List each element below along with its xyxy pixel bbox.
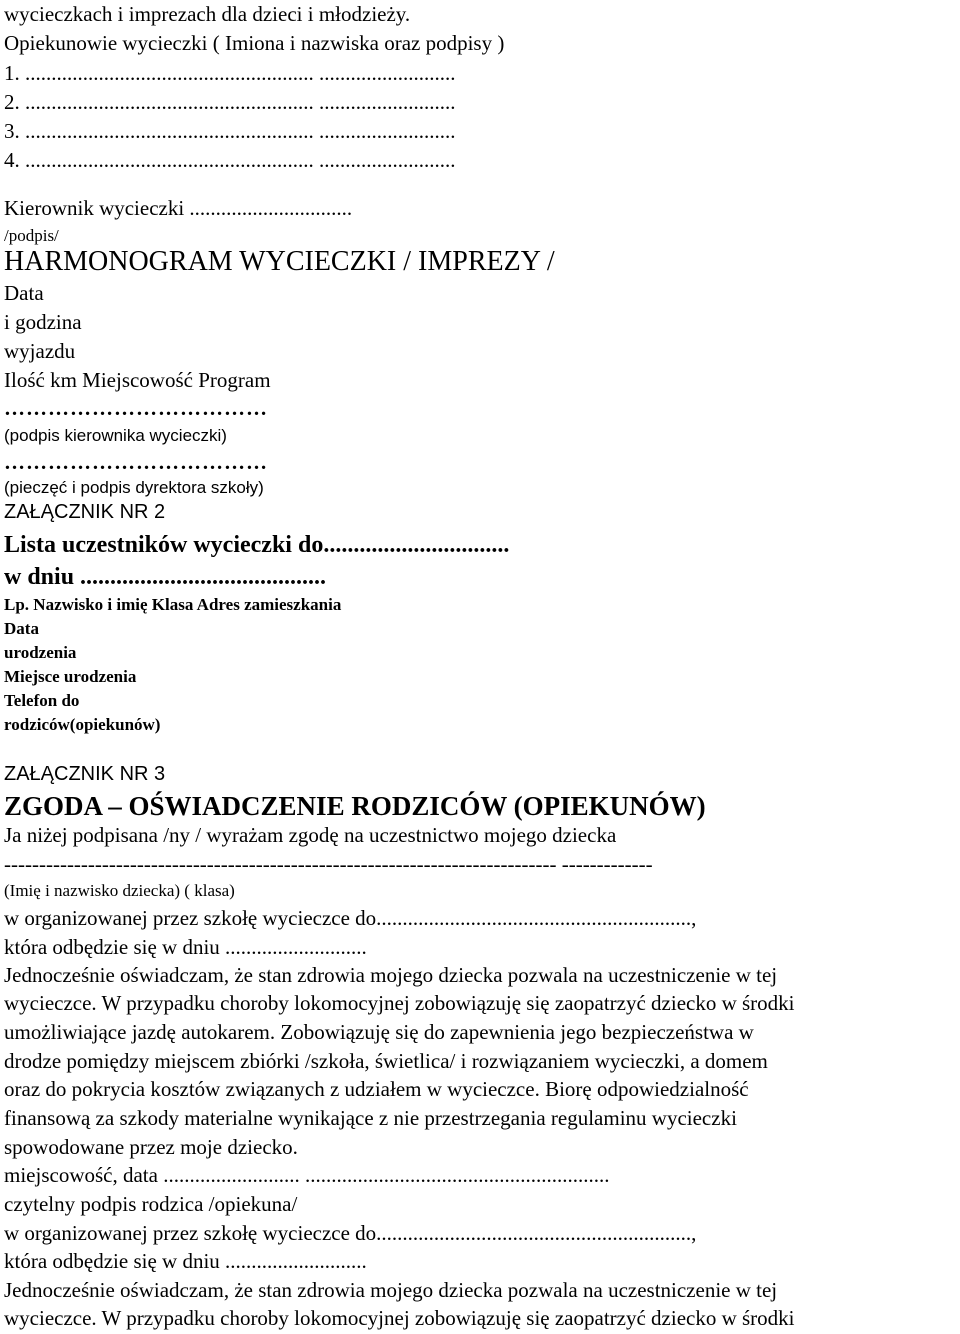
participants-header-5: Telefon do [4,691,80,710]
participants-header-6: rodziców(opiekunów) [4,715,161,734]
harmonogram-col-godzina: i godzina [4,310,82,334]
consent-line-17: Jednocześnie oświadczam, że stan zdrowia mojego dziecka pozwala na uczestniczenie w tej [4,1278,778,1302]
consent-line-6: Jednocześnie oświadczam, że stan zdrowia mojego dziecka pozwala na uczestniczenie w tej [4,963,778,987]
guardian-line-2: 2. ....................................................... .......................... [4,90,456,114]
consent-line-18: wycieczce. W przypadku choroby lokomocyjnej zobowiązuję się zaopatrzyć dziecko w środki [4,1306,795,1330]
harmonogram-dots-2: ……………………………… [4,450,268,474]
harmonogram-col-wyjazdu: wyjazdu [4,339,76,363]
intro-line-1: wycieczkach i imprezach dla dzieci i młodzieży. [4,2,411,26]
consent-line-5: która odbędzie się w dniu ........................... [4,935,367,959]
consent-line-11: finansową za szkody materialne wynikające z nie przestrzegania regulaminu wycieczki [4,1106,737,1130]
consent-line-16: która odbędzie się w dniu ........................... [4,1249,367,1273]
consent-line-10: oraz do pokrycia kosztów związanych z udziałem w wycieczce. Biorę odpowiedzialność [4,1077,749,1101]
signature-label: /podpis/ [4,226,59,245]
guardian-line-4: 4. ....................................................... .......................... [4,148,456,172]
annex3-title: ZGODA – OŚWIADCZENIE RODZICÓW (OPIEKUNÓW) [4,791,706,821]
annex2-title: Lista uczestników wycieczki do............................... [4,532,510,558]
harmonogram-col-data: Data [4,281,44,305]
leader-line: Kierownik wycieczki ............................... [4,196,353,220]
place-date-line: miejscowość, data .......................... .......................................................... [4,1163,610,1187]
consent-line-15: w organizowanej przez szkołę wycieczce do............................................................, [4,1221,697,1245]
parent-signature-line: czytelny podpis rodzica /opiekuna/ [4,1192,298,1216]
participants-header-4: Miejsce urodzenia [4,667,137,686]
harmonogram-dots-1: ……………………………… [4,396,268,420]
leader-signature-caption: (podpis kierownika wycieczki) [4,426,227,445]
harmonogram-title: HARMONOGRAM WYCIECZKI / IMPREZY / [4,246,555,277]
participants-header-1: Lp. Nazwisko i imię Klasa Adres zamieszkania [4,595,342,614]
guardian-line-3: 3. ....................................................... .......................... [4,119,456,143]
consent-line-12: spowodowane przez moje dziecko. [4,1135,298,1159]
consent-dash-line: ------------------------------------------------------------------------------- ------------- [4,852,653,876]
consent-name-caption: (Imię i nazwisko dziecka) ( klasa) [4,881,235,900]
guardian-line-1: 1. ....................................................... .......................... [4,61,456,85]
consent-line-4: w organizowanej przez szkołę wycieczce do............................................................, [4,906,697,930]
consent-line-1: Ja niżej podpisana /ny / wyrażam zgodę na uczestnictwo mojego dziecka [4,823,617,847]
annex2-label: ZAŁĄCZNIK NR 2 [4,501,166,523]
participants-header-2: Data [4,619,39,638]
harmonogram-columns: Ilość km Miejscowość Program [4,368,271,392]
annex3-label: ZAŁĄCZNIK NR 3 [4,763,166,785]
consent-line-9: drodze pomiędzy miejscem zbiórki /szkoła, świetlica/ i rozwiązaniem wycieczki, a domem [4,1049,768,1073]
director-signature-caption: (pieczęć i podpis dyrektora szkoły) [4,478,264,497]
consent-line-8: umożliwiające jazdę autokarem. Zobowiązuję się do zapewnienia jego bezpieczeństwa w [4,1020,754,1044]
annex2-date: w dniu ......................................... [4,564,327,590]
intro-line-2: Opiekunowie wycieczki ( Imiona i nazwiska oraz podpisy ) [4,31,505,55]
participants-header-3: urodzenia [4,643,77,662]
consent-line-7: wycieczce. W przypadku choroby lokomocyjnej zobowiązuję się zaopatrzyć dziecko w środki [4,991,795,1015]
